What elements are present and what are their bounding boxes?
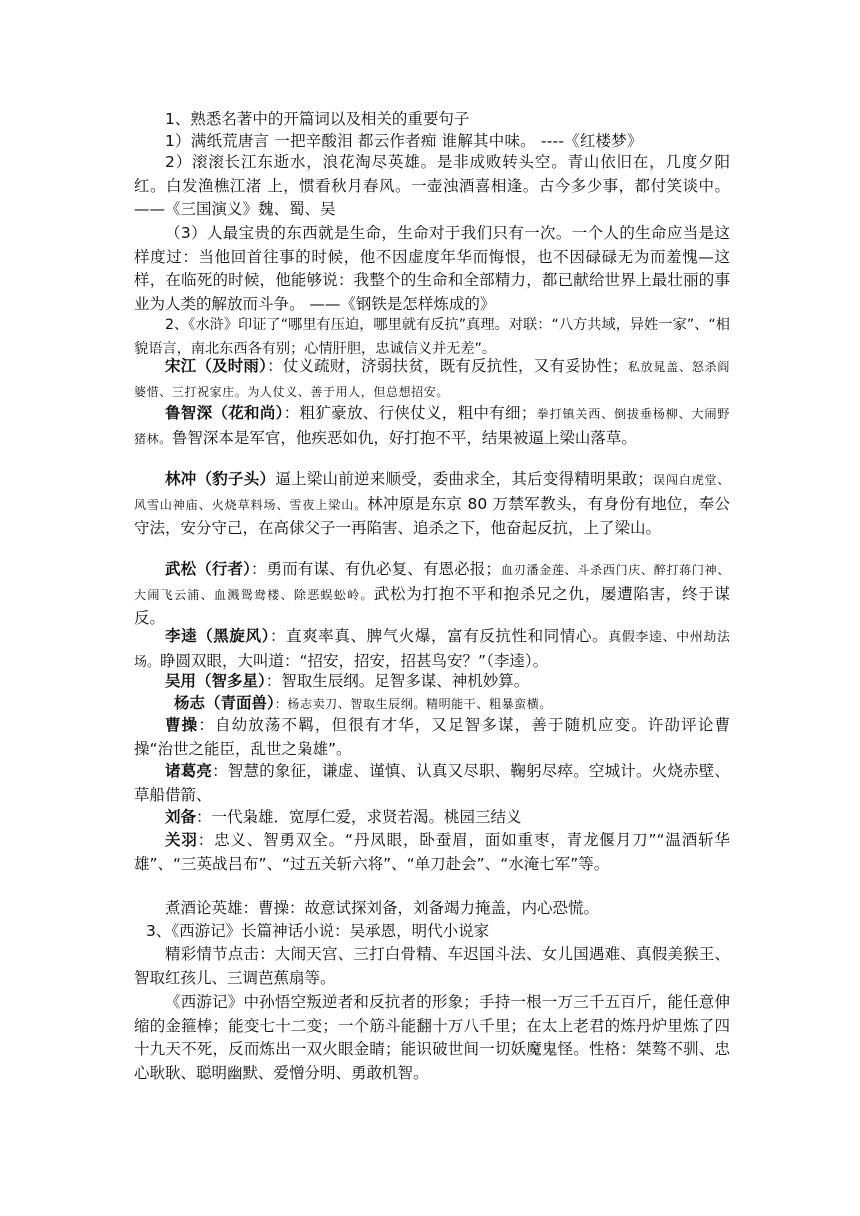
- character-events: 真假李逵、中州劫法场。: [134, 630, 730, 670]
- character-name: 李逵（黑旋风）: [165, 627, 270, 645]
- character-desc: ：粗犷豪放、行侠仗义，粗中有细；: [283, 404, 537, 422]
- zhujiu-lun-yingxiong: 煮酒论英雄：曹操：故意试探刘备，刘备竭力掩盖，内心恐慌。: [165, 899, 600, 917]
- character-guanyu: [134, 829, 730, 876]
- xiyou-plot: 精彩情节点击：大闹天宫、三打白骨精、车迟国斗法、女儿国遇难、真假美猴王、智取红孩儿、三调芭蕉扇等。: [134, 945, 730, 987]
- character-luzhishen: [134, 402, 730, 451]
- character-wusong: [134, 558, 730, 631]
- character-desc: ：智取生辰纲。足智多谋、神机妙算。: [265, 672, 530, 690]
- character-songjiang: [134, 355, 730, 404]
- section-heading-1: 1、熟悉名著中的开篇词以及相关的重要句子: [165, 110, 470, 128]
- character-name: 吴用（智多星）: [165, 672, 266, 690]
- character-name: 武松（行者）: [165, 560, 252, 578]
- character-note: 睁圆双眼，大叫道：“招安，招安，招甚鸟安？”（李逵）。: [160, 651, 549, 670]
- section-heading-2: 2、《水浒》印证了“哪里有压迫，哪里就有反抗”真理。对联：“八方共域，异姓一家”、“相貌语言，南北东西各有别；心情肝胆，忠诚信义并无差”。: [134, 317, 730, 357]
- character-desc: ：直爽率真、脾气火爆，富有反抗性和同情心。: [269, 627, 609, 645]
- character-name: 林冲（豹子头）: [165, 470, 276, 488]
- character-desc: ：勇而有谋、有仇必复、有恩必报；: [251, 560, 501, 578]
- xiyou-wukong: 《西游记》中孙悟空叛逆者和反抗者的形象；手持一根一万三千五百斤，能任意伸缩的金箍棒；能变七十二变；一个筋斗能翻十万八千里；在太上老君的炼丹炉里炼了四十九天不死，反而炼出一双火眼金睛；能识破世间一切妖魔鬼怪。性格：桀骜不驯、忠心耿耿、聪明幽默、爱憎分明、勇敢机智。: [134, 993, 730, 1082]
- character-desc: ：一代枭雄．宽厚仁爱，求贤若渴。桃园三结义: [196, 808, 522, 826]
- character-name: 杨志（青面兽）: [174, 694, 275, 712]
- character-note: 鲁智深本是军官，他疾恶如仇，好打抱不平，结果被逼上梁山落草。: [171, 428, 637, 447]
- item-1-hongloumeng: 1）满纸荒唐言 一把辛酸泪 都云作者痴 谁解其中味。 ----《红楼梦》: [165, 132, 643, 150]
- character-desc: 逼上梁山前逆来顺受，委曲求全，其后变得精明果敢；: [275, 470, 653, 488]
- character-name: 曹操: [165, 716, 199, 734]
- item-3-gangtie: （3）人最宝贵的东西就是生命，生命对于我们只有一次。一个人的生命应当是这样度过：当他回首往事的时候，他不因虚度年华而悔恨，也不因碌碌无为而羞愧—这样，在临死的时候，他能够说：我整个的生命和全部精力，都已献给世界上最壮丽的事业为人类的解放而斗争。 ——《钢铁是怎样炼成的》: [134, 224, 730, 313]
- character-name: 刘备: [165, 808, 197, 826]
- character-note: 武松为打抱不平和抱杀兄之仇，屡遭陷害，终于谋反。: [134, 584, 730, 628]
- character-liubei: [134, 806, 730, 830]
- item-2-sanguo: 2）滚滚长江东逝水，浪花淘尽英雄。是非成败转头空。青山依旧在，几度夕阳红。白发渔樵江渚 上，惯看秋月春风。一壶浊酒喜相逢。古今多少事，都付笑谈中。——《三国演义》魏、蜀、吴: [134, 153, 730, 219]
- character-name: 诸葛亮: [165, 762, 213, 780]
- character-likui: [134, 625, 730, 674]
- character-name: 关羽: [165, 831, 198, 849]
- character-name: 鲁智深（花和尚）: [165, 404, 284, 422]
- character-note: 林冲原是东京 80 万禁军教头，有身份有地位，奉公守法，安分守己，在高俅父子一再陷害、追杀之下，他奋起反抗，上了梁山。: [134, 494, 730, 538]
- character-desc: ：智慧的象征，谦虚、谨慎、认真又尽职、鞠躬尽瘁。空城计。火烧赤壁、草船借箭、: [134, 762, 730, 804]
- character-desc: ：忠义、智勇双全。“丹凤眼，卧蚕眉，面如重枣，青龙偃月刀”“温酒斩华雄”、“三英战吕布”、“过五关斩六将”、“单刀赴会”、“水淹七军”等。: [134, 831, 730, 873]
- character-events: 拳打镇关西、倒拔垂杨柳、大闹野猪林。: [134, 407, 730, 446]
- section-heading-3: 3、《西游记》长篇神话小说：吴承恩，明代小说家: [146, 922, 490, 940]
- character-events: 血刃潘金莲、斗杀西门庆、醉打蒋门神、大闹飞云浦、血溅鸳鸯楼、除恶蜈蚣岭。: [134, 563, 730, 602]
- character-desc: ：仗义疏财，济弱扶贫，既有反抗性，又有妥协性；: [267, 357, 628, 375]
- character-linchong: [134, 468, 730, 541]
- character-caocao: [134, 714, 730, 761]
- character-events: 私放晁盖、怒杀阎婆惜、三打祝家庄。为人仗义、善于用人，但总想招安。: [134, 360, 730, 399]
- character-name: 宋江（及时雨）: [165, 357, 268, 375]
- character-yangzhi: [134, 692, 730, 717]
- character-desc: ：杨志卖刀、智取生辰纲。精明能干、粗暴蛮横。: [274, 697, 552, 711]
- character-desc: ：自幼放荡不羁，但很有才华，又足智多谋，善于随机应变。许劭评论曹操“治世之能臣，乱世之枭雄”。: [134, 716, 730, 758]
- character-zhugeliang: [134, 760, 730, 807]
- character-events: 误闯白虎堂、风雪山神庙、火烧草料场、雪夜上梁山。: [134, 473, 730, 512]
- character-wuyong: [134, 670, 730, 694]
